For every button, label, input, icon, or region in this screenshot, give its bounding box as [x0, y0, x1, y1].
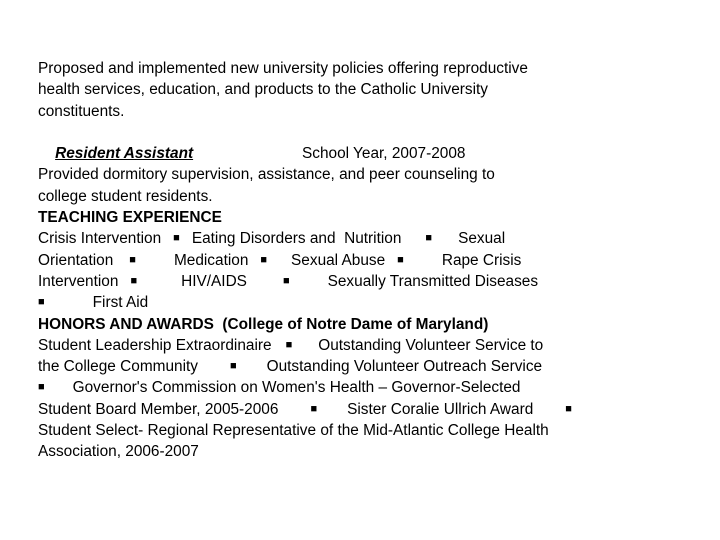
teaching-item: First Aid [92, 294, 149, 312]
teaching-item: Eating Disorders and Nutrition [191, 230, 402, 248]
teaching-line-4 [38, 292, 688, 313]
honor-item: Outstanding Volunteer Service to [318, 336, 544, 354]
bullet-icon: ■ [38, 296, 45, 309]
bullet-icon: ■ [310, 402, 318, 415]
ra-line-2: college student residents. [38, 187, 213, 205]
honor-item: Outstanding Volunteer Outreach Service [266, 358, 543, 376]
teaching-item: Crisis Intervention [38, 230, 162, 248]
honors-line-3 [38, 377, 688, 398]
bullet-icon: ■ [397, 253, 404, 266]
bullet-icon: ■ [425, 232, 433, 245]
policy-line-2: health services, education, and products to the Catholic University [38, 81, 488, 99]
teaching-item: Sexually Transmitted Diseases [327, 272, 539, 290]
honors-line-1 [38, 335, 688, 356]
bullet-icon: ■ [229, 360, 237, 373]
honor-item: the College Community [38, 358, 198, 376]
policy-line-3: constituents. [38, 102, 125, 120]
honors-line-5: Student Select- Regional Representative of the Mid-Atlantic College Health [38, 422, 549, 440]
resident-assistant-period: School Year, 2007-2008 [302, 145, 466, 163]
resume-excerpt [38, 58, 688, 463]
teaching-heading: TEACHING EXPERIENCE [38, 209, 222, 227]
honor-item: Student Leadership Extraordinaire [38, 336, 272, 354]
teaching-item: Sexual Abuse [291, 251, 386, 269]
honors-heading: HONORS AND AWARDS (College of Notre Dame of Maryland) [38, 315, 489, 333]
teaching-item: HIV/AIDS [181, 272, 247, 290]
honors-line-4 [38, 399, 688, 420]
honor-item: Student Board Member, 2005-2006 [38, 400, 279, 418]
teaching-line-1 [38, 228, 688, 249]
bullet-icon: ■ [565, 402, 572, 415]
teaching-item: Intervention [38, 272, 119, 290]
bullet-icon: ■ [282, 274, 290, 287]
teaching-item: Orientation [38, 251, 114, 269]
teaching-item: Sexual [458, 230, 506, 248]
teaching-item: Medication [173, 251, 249, 269]
job-title: Resident Assistant [55, 145, 194, 163]
bullet-icon: ■ [285, 338, 293, 351]
honor-item: Governor's Commission on Women's Health – Governor-Selected [72, 379, 521, 397]
bullet-icon: ■ [129, 253, 136, 266]
policy-line-1: Proposed and implemented new university policies offering reproductive [38, 60, 528, 77]
bullet-icon: ■ [38, 381, 45, 394]
honors-line-6: Association, 2006-2007 [38, 443, 199, 461]
bullet-icon: ■ [260, 253, 268, 266]
bullet-icon: ■ [173, 232, 180, 245]
teaching-item: Rape Crisis [441, 251, 522, 269]
bullet-icon: ■ [130, 274, 138, 287]
teaching-line-2 [38, 250, 688, 271]
honors-line-2 [38, 356, 688, 377]
honor-item: Sister Coralie Ullrich Award [347, 400, 534, 418]
ra-line-1: Provided dormitory supervision, assistance, and peer counseling to [38, 166, 495, 184]
teaching-line-3 [38, 271, 688, 292]
